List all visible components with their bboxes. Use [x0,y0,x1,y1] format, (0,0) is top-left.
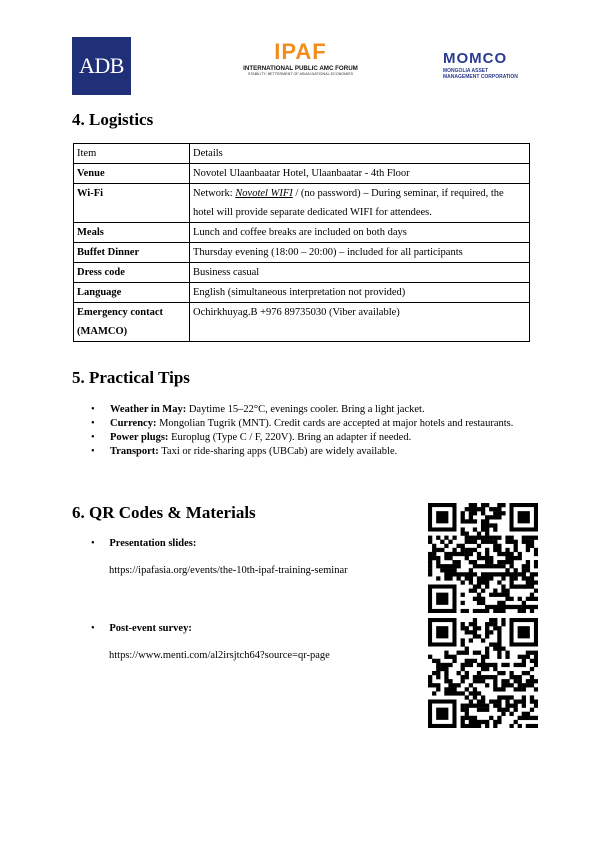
adb-logo [72,37,131,95]
tip-text: Europlug (Type C / F, 220V). Bring an adapter if needed. [168,432,412,443]
table-header-details: Details [190,144,530,164]
list-item [91,431,541,444]
tip-label: Weather in May: [110,404,187,415]
momco-logo [443,51,561,91]
ipaf-logo-word: IPAF [274,39,327,64]
qr-heading: 6. QR Codes & Materials [72,503,256,522]
tip-text: Daytime 15–22°C, evenings cooler. Bring a light jacket. [186,404,425,415]
contact-label-1: Emergency contact [77,307,164,318]
ipaf-logo-subtitle: INTERNATIONAL PUBLIC AMC FORUM [243,65,358,72]
row-label-meals: Meals [74,223,190,243]
adb-logo-text: ADB [79,53,124,78]
ipaf-logo [238,41,363,93]
survey-item [91,623,192,634]
logistics-heading: 4. Logistics [72,110,154,129]
tip-label: Transport: [110,446,159,457]
bullet: • [91,446,95,457]
row-value-meals: Lunch and coffee breaks are included on both days [190,223,530,243]
bullet: • [91,404,95,415]
row-label-language: Language [74,283,190,303]
table-row [74,144,530,164]
table-row [74,283,530,303]
logistics-table [73,143,530,342]
tips-list [91,403,541,459]
row-label-buffet: Buffet Dinner [74,243,190,263]
row-label-wifi: Wi-Fi [74,184,190,223]
survey-label: Post-event survey: [109,623,192,634]
tip-text: Taxi or ride-sharing apps (UBCab) are widely available. [158,446,398,457]
momco-logo-sub1: MONGOLIA ASSET [443,68,489,74]
tip-text: Mongolian Tugrik (MNT). Credit cards are accepted at major hotels and restaurants. [156,418,514,429]
row-value-venue: Novotel Ulaanbaatar Hotel, Ulaanbaatar - 4th Floor [190,164,530,184]
contact-label-2: (MAMCO) [77,326,128,337]
row-value-wifi [190,184,530,223]
table-row [74,243,530,263]
momco-logo-word: MOMCO [443,50,508,67]
bullet: • [91,623,95,634]
wifi-prefix: Network: [193,188,236,199]
survey-url[interactable]: https://www.menti.com/al2irsjtch64?source=qr-page [109,650,330,661]
tip-label: Power plugs: [110,432,169,443]
bullet: • [91,432,95,443]
row-value-language: English (simultaneous interpretation not provided) [190,283,530,303]
list-item [91,445,541,458]
table-row [74,164,530,184]
slides-qr-code[interactable] [428,503,538,613]
wifi-line2: hotel will provide separate dedicated WIFI for attendees. [193,207,432,218]
slides-label: Presentation slides: [109,538,197,549]
row-value-dress: Business casual [190,263,530,283]
wifi-network-link[interactable]: Novotel WIFI [235,188,293,199]
table-row [74,263,530,283]
momco-logo-sub2: MANAGEMENT CORPORATION [443,74,518,80]
slides-item [91,538,196,549]
bullet: • [91,538,95,549]
tip-label: Currency: [110,418,157,429]
survey-qr-code[interactable] [428,618,538,728]
row-label-contact [74,303,190,342]
tips-heading: 5. Practical Tips [72,368,190,387]
list-item [91,403,541,416]
bullet: • [91,418,95,429]
table-header-item: Item [74,144,190,164]
slides-url[interactable]: https://ipafasia.org/events/the-10th-ipaf-training-seminar [109,565,348,576]
table-row [74,184,530,223]
row-value-buffet: Thursday evening (18:00 – 20:00) – included for all participants [190,243,530,263]
table-row [74,303,530,342]
row-label-dress: Dress code [74,263,190,283]
ipaf-logo-tagline: STABILITY, BETTERMENT OF ASIAN NATIONAL ECONOMIES [247,72,354,76]
list-item [91,417,541,430]
row-label-venue: Venue [74,164,190,184]
table-row [74,223,530,243]
wifi-suffix: / (no password) – During seminar, if required, the [292,188,504,199]
row-value-contact: Ochirkhuyag.B +976 89735030 (Viber available) [190,303,530,342]
